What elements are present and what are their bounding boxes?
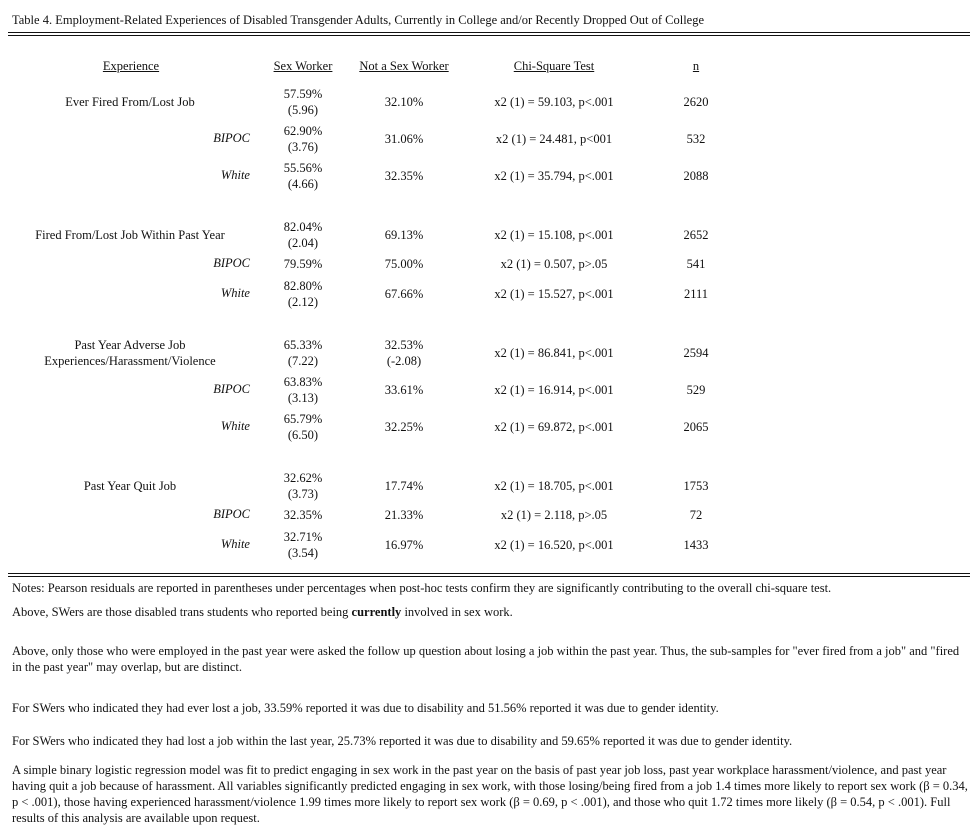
sex-worker-residual: (2.12) — [287, 295, 319, 309]
note-ever-lost: For SWers who indicated they had ever lost a job, 33.59% reported it was due to disability and 51.56% reported it was due to gender identity. — [12, 701, 719, 715]
sex-worker-residual: (3.73) — [287, 487, 319, 501]
header-not-sex-worker: Not a Sex Worker — [359, 59, 449, 73]
sample-size: 2620 — [683, 95, 709, 109]
note-regression: A simple binary logistic regression model was fit to predict engaging in sex work in the past year on the basis of past year job loss, past year workplace harassment/violence, and past year having quit a job because of harassment. All variables significantly predicted engaging in sex work, with those losing/being fired from a job 1.4 times more likely to report sex work (β = 0.34, p < .001), those having experienced harassment/violence 1.99 times more likely to report sex work (β = 0.69, p < .001), and those who quit 1.72 times more likely (β = 0.54, p < .001). Full results of this analysis are available upon request. — [12, 763, 968, 825]
sex-worker-pct: 32.35% — [283, 508, 323, 522]
bottom-rule-2 — [8, 576, 970, 577]
chi-square-result: x2 (1) = 24.481, p<001 — [495, 132, 613, 146]
not-sex-worker-pct: 31.06% — [384, 132, 424, 146]
not-sex-worker-pct: 75.00% — [384, 257, 424, 271]
header-sex-worker: Sex Worker — [273, 59, 333, 73]
sex-worker-pct: 55.56% — [283, 161, 323, 175]
not-sex-worker-residual: (-2.08) — [386, 354, 422, 368]
sex-worker-pct: 82.80% — [283, 279, 323, 293]
not-sex-worker-pct: 16.97% — [384, 538, 424, 552]
row-subgroup: White — [220, 168, 250, 182]
sample-size: 72 — [689, 508, 703, 522]
sex-worker-residual: (3.76) — [287, 140, 319, 154]
sex-worker-residual: (5.96) — [287, 103, 319, 117]
row-subgroup: White — [220, 419, 250, 433]
not-sex-worker-pct: 21.33% — [384, 508, 424, 522]
sex-worker-pct: 57.59% — [283, 87, 323, 101]
header-chi-square: Chi-Square Test — [513, 59, 595, 73]
sample-size: 2594 — [683, 346, 709, 360]
sex-worker-pct: 32.71% — [283, 530, 323, 544]
not-sex-worker-pct: 32.53% — [384, 338, 424, 352]
sample-size: 2652 — [683, 228, 709, 242]
note-swers-post: involved in sex work. — [401, 605, 513, 619]
chi-square-result: x2 (1) = 86.841, p<.001 — [494, 346, 614, 360]
top-rule-1 — [8, 32, 970, 33]
group-label: Fired From/Lost Job Within Past Year — [35, 228, 225, 242]
note-swers-pre: Above, SWers are those disabled trans students who reported being — [12, 605, 352, 619]
group-label: Past Year Quit Job — [83, 479, 177, 493]
chi-square-result: x2 (1) = 69.872, p<.001 — [494, 420, 614, 434]
row-subgroup: White — [220, 286, 250, 300]
group-label: Past Year Adverse Job Experiences/Harassment/Violence — [44, 338, 216, 368]
not-sex-worker-pct: 67.66% — [384, 287, 424, 301]
sex-worker-residual: (3.54) — [287, 546, 319, 560]
sample-size: 2111 — [683, 287, 709, 301]
chi-square-result: x2 (1) = 35.794, p<.001 — [494, 169, 614, 183]
not-sex-worker-pct: 32.25% — [384, 420, 424, 434]
sex-worker-pct: 79.59% — [283, 257, 323, 271]
sample-size: 541 — [686, 257, 706, 271]
sample-size: 532 — [686, 132, 706, 146]
chi-square-result: x2 (1) = 18.705, p<.001 — [494, 479, 614, 493]
row-subgroup: White — [220, 537, 250, 551]
sex-worker-pct: 32.62% — [283, 471, 323, 485]
sample-size: 529 — [686, 383, 706, 397]
note-swers — [12, 604, 970, 620]
not-sex-worker-pct: 69.13% — [384, 228, 424, 242]
note-lost-last-year: For SWers who indicated they had lost a job within the last year, 25.73% reported it was due to disability and 59.65% reported it was due to gender identity. — [12, 734, 793, 748]
sample-size: 1433 — [683, 538, 709, 552]
sex-worker-pct: 65.33% — [283, 338, 323, 352]
note-residuals: Notes: Pearson residuals are reported in parentheses under percentages when post-hoc tests confirm they are significantly contributing to the overall chi-square test. — [12, 581, 832, 595]
not-sex-worker-pct: 33.61% — [384, 383, 424, 397]
chi-square-result: x2 (1) = 2.118, p>.05 — [500, 508, 608, 522]
chi-square-result: x2 (1) = 59.103, p<.001 — [494, 95, 614, 109]
chi-square-result: x2 (1) = 0.507, p>.05 — [500, 257, 608, 271]
sex-worker-pct: 82.04% — [283, 220, 323, 234]
row-subgroup: BIPOC — [213, 382, 250, 396]
not-sex-worker-pct: 32.10% — [384, 95, 424, 109]
not-sex-worker-pct: 17.74% — [384, 479, 424, 493]
header-n: n — [692, 59, 700, 73]
sample-size: 2088 — [683, 169, 709, 183]
bottom-rule-1 — [8, 573, 970, 574]
sex-worker-residual: (6.50) — [287, 428, 319, 442]
sex-worker-pct: 62.90% — [283, 124, 323, 138]
table-title: Table 4. Employment-Related Experiences of Disabled Transgender Adults, Currently in College and/or Recently Dropped Out of College — [12, 13, 705, 27]
sex-worker-residual: (4.66) — [287, 177, 319, 191]
header-experience: Experience — [102, 59, 160, 73]
group-label: Ever Fired From/Lost Job — [65, 95, 195, 109]
chi-square-result: x2 (1) = 15.108, p<.001 — [494, 228, 614, 242]
sample-size: 2065 — [683, 420, 709, 434]
not-sex-worker-pct: 32.35% — [384, 169, 424, 183]
note-subsamples: Above, only those who were employed in the past year were asked the follow up question about losing a job within the past year. Thus, the sub-samples for "ever fired from a job" and "fired in the past year" may overlap, but are distinct. — [12, 644, 960, 674]
chi-square-result: x2 (1) = 16.520, p<.001 — [494, 538, 614, 552]
sex-worker-residual: (7.22) — [287, 354, 319, 368]
sex-worker-residual: (3.13) — [287, 391, 319, 405]
row-subgroup: BIPOC — [213, 507, 250, 521]
row-subgroup: BIPOC — [213, 256, 250, 270]
chi-square-result: x2 (1) = 16.914, p<.001 — [494, 383, 614, 397]
sex-worker-residual: (2.04) — [287, 236, 319, 250]
sample-size: 1753 — [683, 479, 709, 493]
sex-worker-pct: 65.79% — [283, 412, 323, 426]
sex-worker-pct: 63.83% — [283, 375, 323, 389]
top-rule-2 — [8, 35, 970, 36]
note-swers-bold: currently — [351, 605, 402, 619]
row-subgroup: BIPOC — [213, 131, 250, 145]
chi-square-result: x2 (1) = 15.527, p<.001 — [494, 287, 614, 301]
